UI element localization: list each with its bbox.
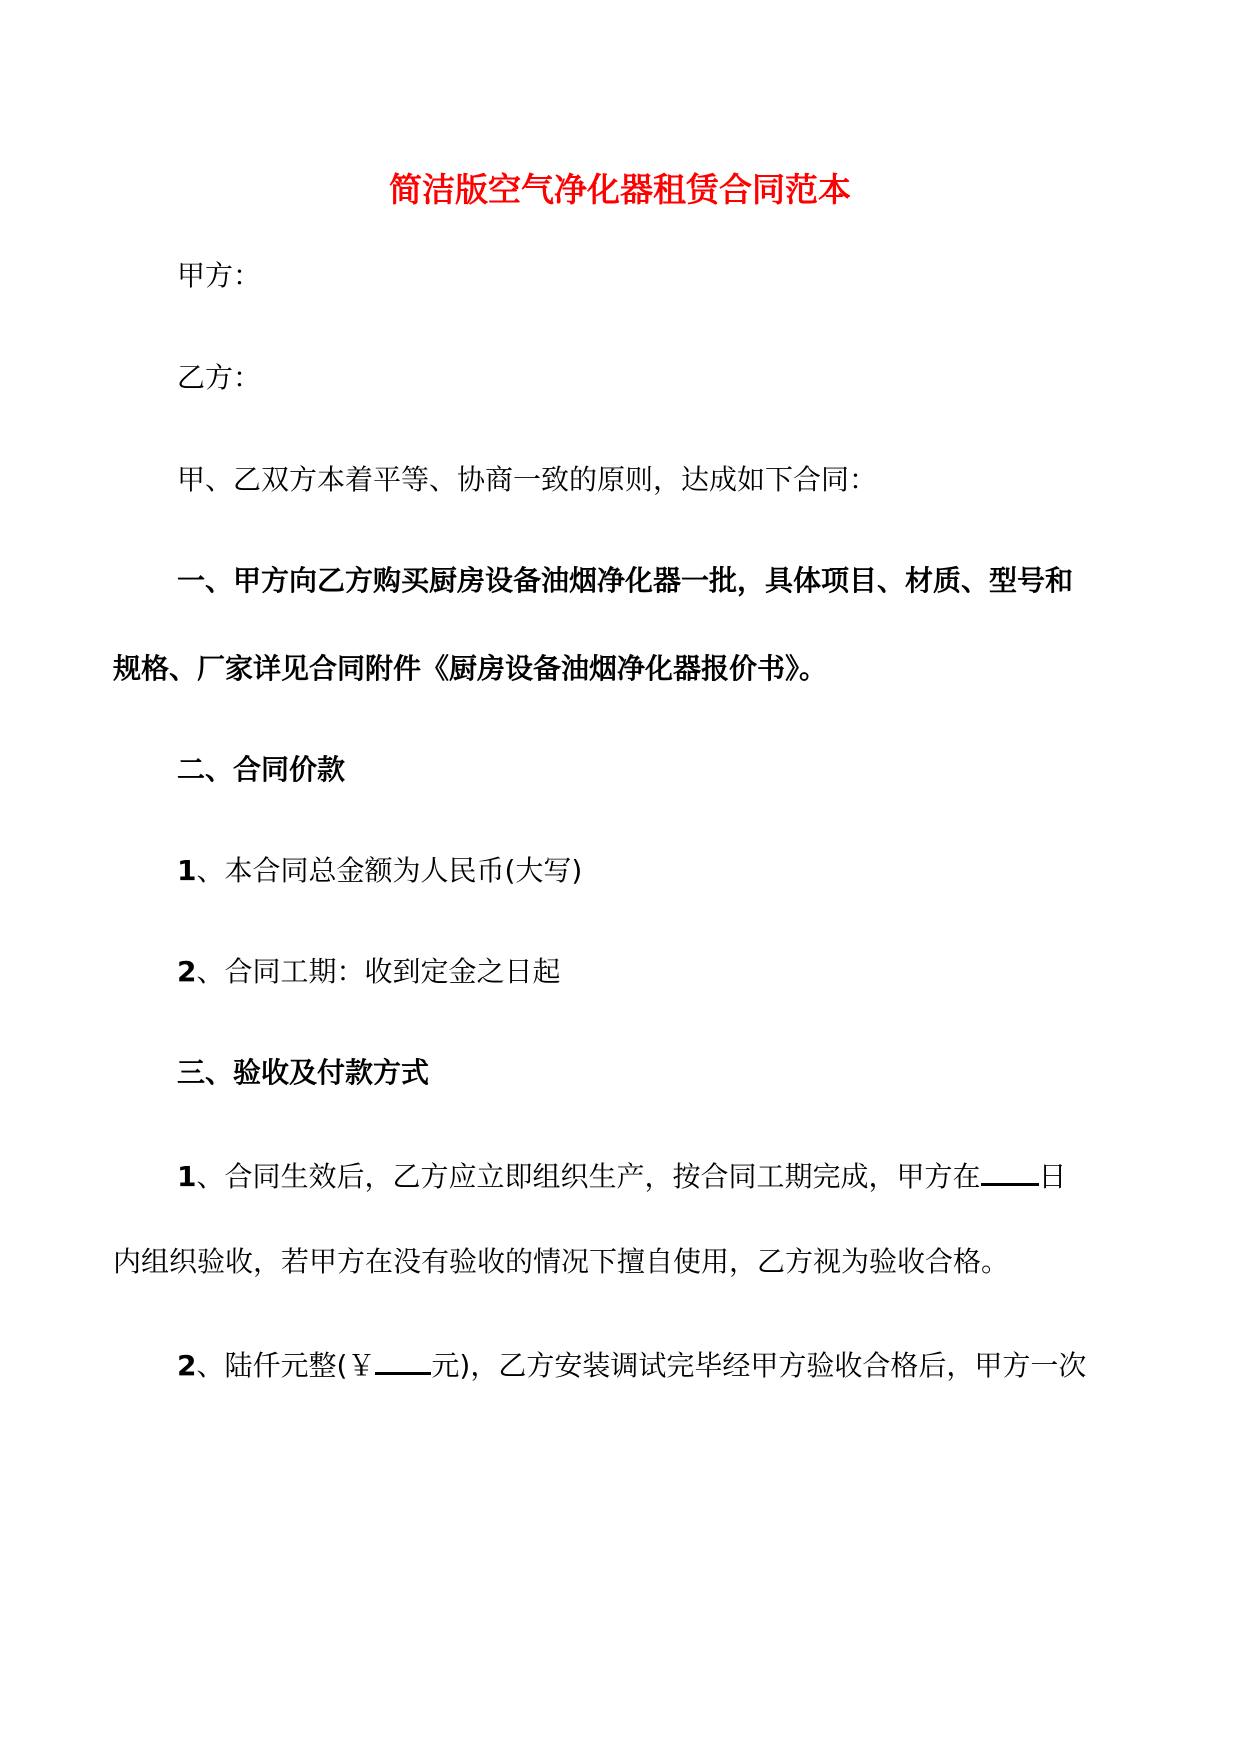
section3-item1-line1 xyxy=(177,1155,1067,1195)
section2-item2 xyxy=(177,954,561,990)
item-text: 、本合同总金额为人民币(大写) xyxy=(196,854,583,887)
party-b-label: 乙方： xyxy=(177,361,262,394)
party-a-label: 甲方： xyxy=(177,259,262,292)
fill-in-blank-days xyxy=(981,1155,1039,1186)
item-number: 2 xyxy=(177,955,197,988)
item-text-suffix: 元)，乙方安装调试完毕经甲方验收合格后，甲方一次 xyxy=(431,1349,1087,1382)
item-number: 1 xyxy=(177,1160,197,1193)
item-number: 2 xyxy=(177,1349,197,1382)
section2-item1 xyxy=(177,853,582,889)
section1-line1: 一、甲方向乙方购买厨房设备油烟净化器一批，具体项目、材质、型号和 xyxy=(177,564,1074,597)
item-text: 、陆仟元整(￥ xyxy=(196,1349,376,1382)
item-text: 、合同生效后，乙方应立即组织生产，按合同工期完成，甲方在 xyxy=(196,1160,981,1193)
item-text-suffix: 日 xyxy=(1038,1160,1067,1193)
section3-item2 xyxy=(177,1344,1086,1384)
fill-in-blank-amount xyxy=(375,1344,431,1375)
item-number: 1 xyxy=(177,854,197,887)
document-title: 简洁版空气净化器租赁合同范本 xyxy=(389,170,851,209)
preamble-text: 甲、乙双方本着平等、协商一致的原则，达成如下合同： xyxy=(177,463,878,496)
item-text: 、合同工期：收到定金之日起 xyxy=(196,955,561,988)
section3-heading: 三、验收及付款方式 xyxy=(177,1056,430,1089)
section3-item1-line2: 内组织验收，若甲方在没有验收的情况下擅自使用，乙方视为验收合格。 xyxy=(113,1245,1010,1278)
section2-heading: 二、合同价款 xyxy=(177,753,346,786)
section1-line2: 规格、厂家详见合同附件《厨房设备油烟净化器报价书》。 xyxy=(113,652,828,685)
